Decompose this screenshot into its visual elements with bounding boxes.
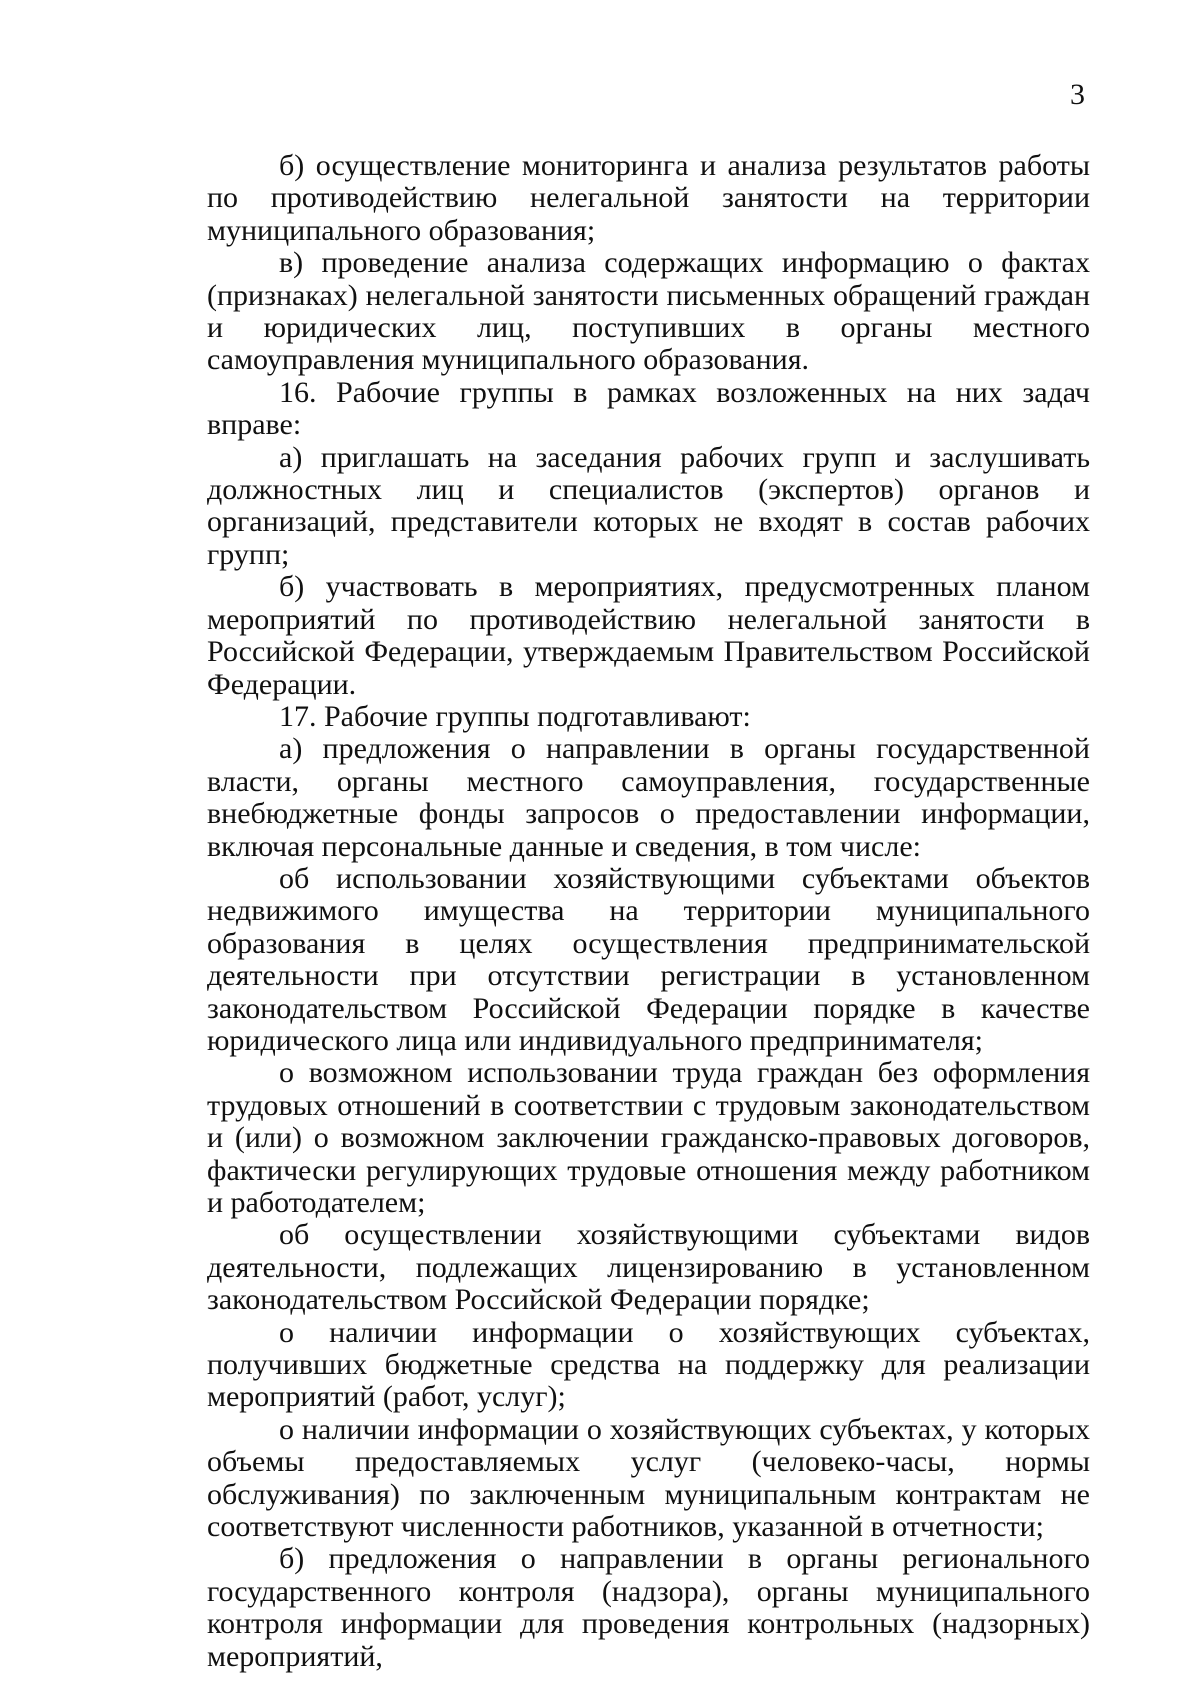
paragraph-real-estate-use: об использовании хозяйствующими субъектами объектов недвижимого имущества на территории муниципального образования в целях осуществления предпринимательской деятельности при отсутствии регистрации в установленном законодательством Российской Федерации порядке в качестве юридического лица или индивидуального предпринимателя; <box>207 861 1090 1057</box>
paragraph-budget-funds: о наличии информации о хозяйствующих субъектах, получивших бюджетные средства на поддержку для реализации мероприятий (работ, услуг); <box>207 1315 1090 1414</box>
paragraph-16-a-invite: а) приглашать на заседания рабочих групп и заслушивать должностных лиц и специалистов (экспертов) органов и организаций, представители которых не входят в состав рабочих групп; <box>207 440 1090 571</box>
page-number: 3 <box>1070 78 1085 111</box>
paragraph-17-b-control: б) предложения о направлении в органы регионального государственного контроля (надзора), органы муниципального контроля информации для проведения контрольных (надзорных) мероприятий, <box>207 1542 1090 1673</box>
paragraph-17-a-requests: а) предложения о направлении в органы государственной власти, органы местного самоуправления, государственные внебюджетные фонды запросов о предоставлении информации, включая персональные данные и сведения, в том числе: <box>207 732 1090 863</box>
paragraph-service-volumes: о наличии информации о хозяйствующих субъектах, у которых объемы предоставляемых услуг (человеко-часы, нормы обслуживания) по заключенным муниципальным контрактам не соответствуют численности работников, указанной в отчетности; <box>207 1412 1090 1544</box>
paragraph-b-monitoring: б) осуществление мониторинга и анализа результатов работы по противодействию нелегальной занятости на территории муниципального образования; <box>207 149 1090 247</box>
paragraph-17-prepare: 17. Рабочие группы подготавливают: <box>279 699 751 733</box>
paragraph-licensed-activities: об осуществлении хозяйствующими субъектами видов деятельности, подлежащих лицензированию в установленном законодательством Российской Федерации порядке; <box>207 1218 1090 1317</box>
paragraph-16-b-participate: б) участвовать в мероприятиях, предусмотренных планом мероприятий по противодействию нелегальной занятости в Российской Федерации, утверждаемым Правительством Российской Федерации. <box>207 570 1090 701</box>
document-body <box>207 150 1090 1673</box>
paragraph-16-rights: 16. Рабочие группы в рамках возложенных на них задач вправе: <box>207 375 1090 442</box>
paragraph-v-analysis: в) проведение анализа содержащих информацию о фактах (признаках) нелегальной занятости письменных обращений граждан и юридических лиц, поступивших в органы местного самоуправления муниципального образования. <box>207 246 1090 377</box>
paragraph-labor-use: о возможном использовании труда граждан без оформления трудовых отношений в соответствии с трудовым законодательством и (или) о возможном заключении гражданско-правовых договоров, фактически регулирующих трудовые отношения между работником и работодателем; <box>207 1056 1090 1219</box>
